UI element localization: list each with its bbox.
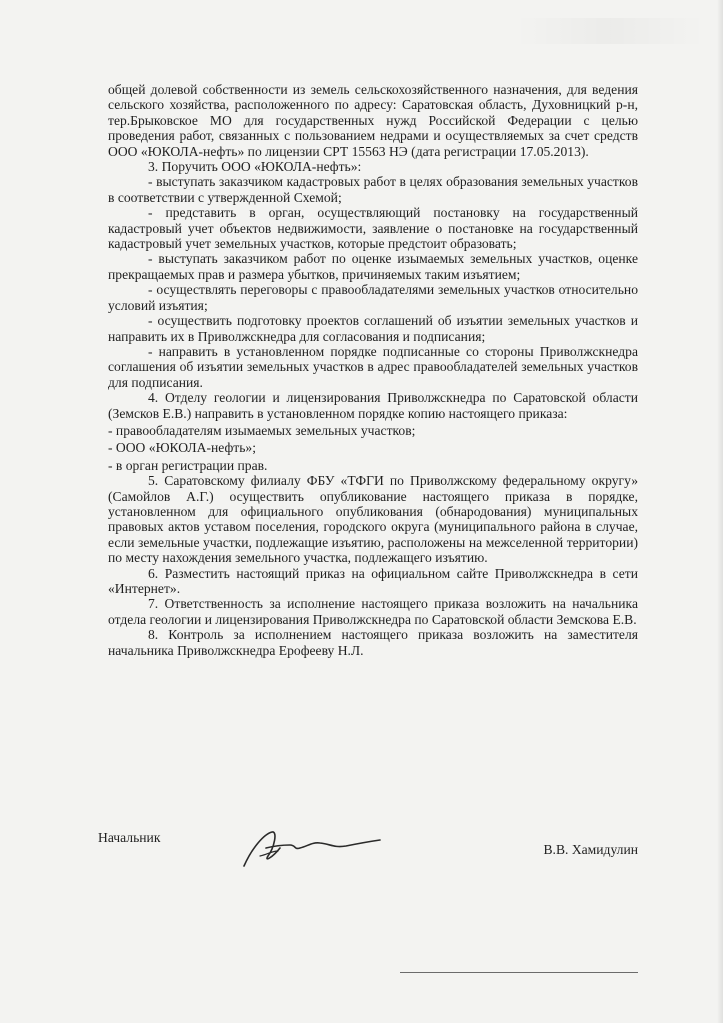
paragraph-recipient: - правообладателям изымаемых земельных участков; — [108, 422, 416, 438]
paragraph-item-7: 7. Ответственность за исполнение настоящего приказа возложить на начальника отдела геологии и лицензирования Приволжскнедра по Саратовской области Земскова Е.В. — [108, 596, 638, 627]
paragraph-subitem: - выступать заказчиком работ по оценке изымаемых земельных участков, оценке прекращаемых прав и размера убытков, причиняемых таким изъятием; — [108, 251, 638, 282]
handwritten-signature-icon — [238, 818, 398, 878]
paragraph-item-8: 8. Контроль за исполнением настоящего приказа возложить на заместителя начальника Приволжскнедра Ерофееву Н.Л. — [108, 627, 638, 658]
paragraph-subitem: - выступать заказчиком кадастровых работ в целях образования земельных участков в соответствии с утвержденной Схемой; — [108, 174, 638, 205]
paragraph-subitem: - осуществить подготовку проектов соглашений об изъятии земельных участков и направить их в Приволжскнедра для согласования и подписания; — [108, 313, 638, 344]
paragraph-subitem: - осуществлять переговоры с правообладателями земельных участков относительно условий изъятия; — [108, 282, 638, 313]
paragraph-subitem: - направить в установленном порядке подписанные со стороны Приволжскнедра соглашения об изъятии земельных участков в адрес правообладателей земельных участков для подписания. — [108, 343, 638, 390]
paragraph-recipient: - в орган регистрации прав. — [108, 457, 268, 473]
footer-divider — [400, 972, 638, 973]
signer-position: Начальник — [98, 830, 161, 845]
signer-name: В.В. Хамидулин — [543, 842, 638, 857]
paragraph-item-3: 3. Поручить ООО «ЮКОЛА-нефть»: — [148, 159, 362, 175]
paragraph-subitem: - представить в орган, осуществляющий постановку на государственный кадастровый учет объектов недвижимости, заявление о постановке на государственный кадастровый учет земельных участков, которые предстоит образовать; — [108, 205, 638, 252]
paragraph-item-6: 6. Разместить настоящий приказ на официальном сайте Приволжскнедра в сети «Интернет». — [108, 565, 638, 596]
paragraph-intro: общей долевой собственности из земель сельскохозяйственного назначения, для ведения сельского хозяйства, расположенного по адресу: Саратовская область, Духовницкий р-н, тер.Брыковское МО для государственных нужд Российской Федерации с целью проведения работ, связанных с пользованием недрами и осуществляемых за счет средств ООО «ЮКОЛА-нефть» по лицензии СРТ 15563 НЭ (дата регистрации 17.05.2013). — [108, 82, 638, 159]
scan-bleed — [515, 18, 705, 44]
signature-block — [98, 818, 638, 878]
paragraph-recipient: - ООО «ЮКОЛА-нефть»; — [108, 440, 256, 456]
paragraph-item-5: 5. Саратовскому филиалу ФБУ «ТФГИ по Приволжскому федеральному округу» (Самойлов А.Г.) осуществить опубликование настоящего приказа в порядке, установленном для официального опубликования (обнародования) муниципальных правовых актов уставом поселения, городского округа (муниципального района в случае, если земельные участки, подлежащие изъятию, расположены на межселенной территории) по месту нахождения земельного участка, подлежащего изъятию. — [108, 473, 638, 566]
paragraph-item-4: 4. Отделу геологии и лицензирования Приволжскнедра по Саратовской области (Земсков Е.В.) направить в установленном порядке копию настоящего приказа: — [108, 390, 638, 421]
document-body — [108, 82, 638, 658]
